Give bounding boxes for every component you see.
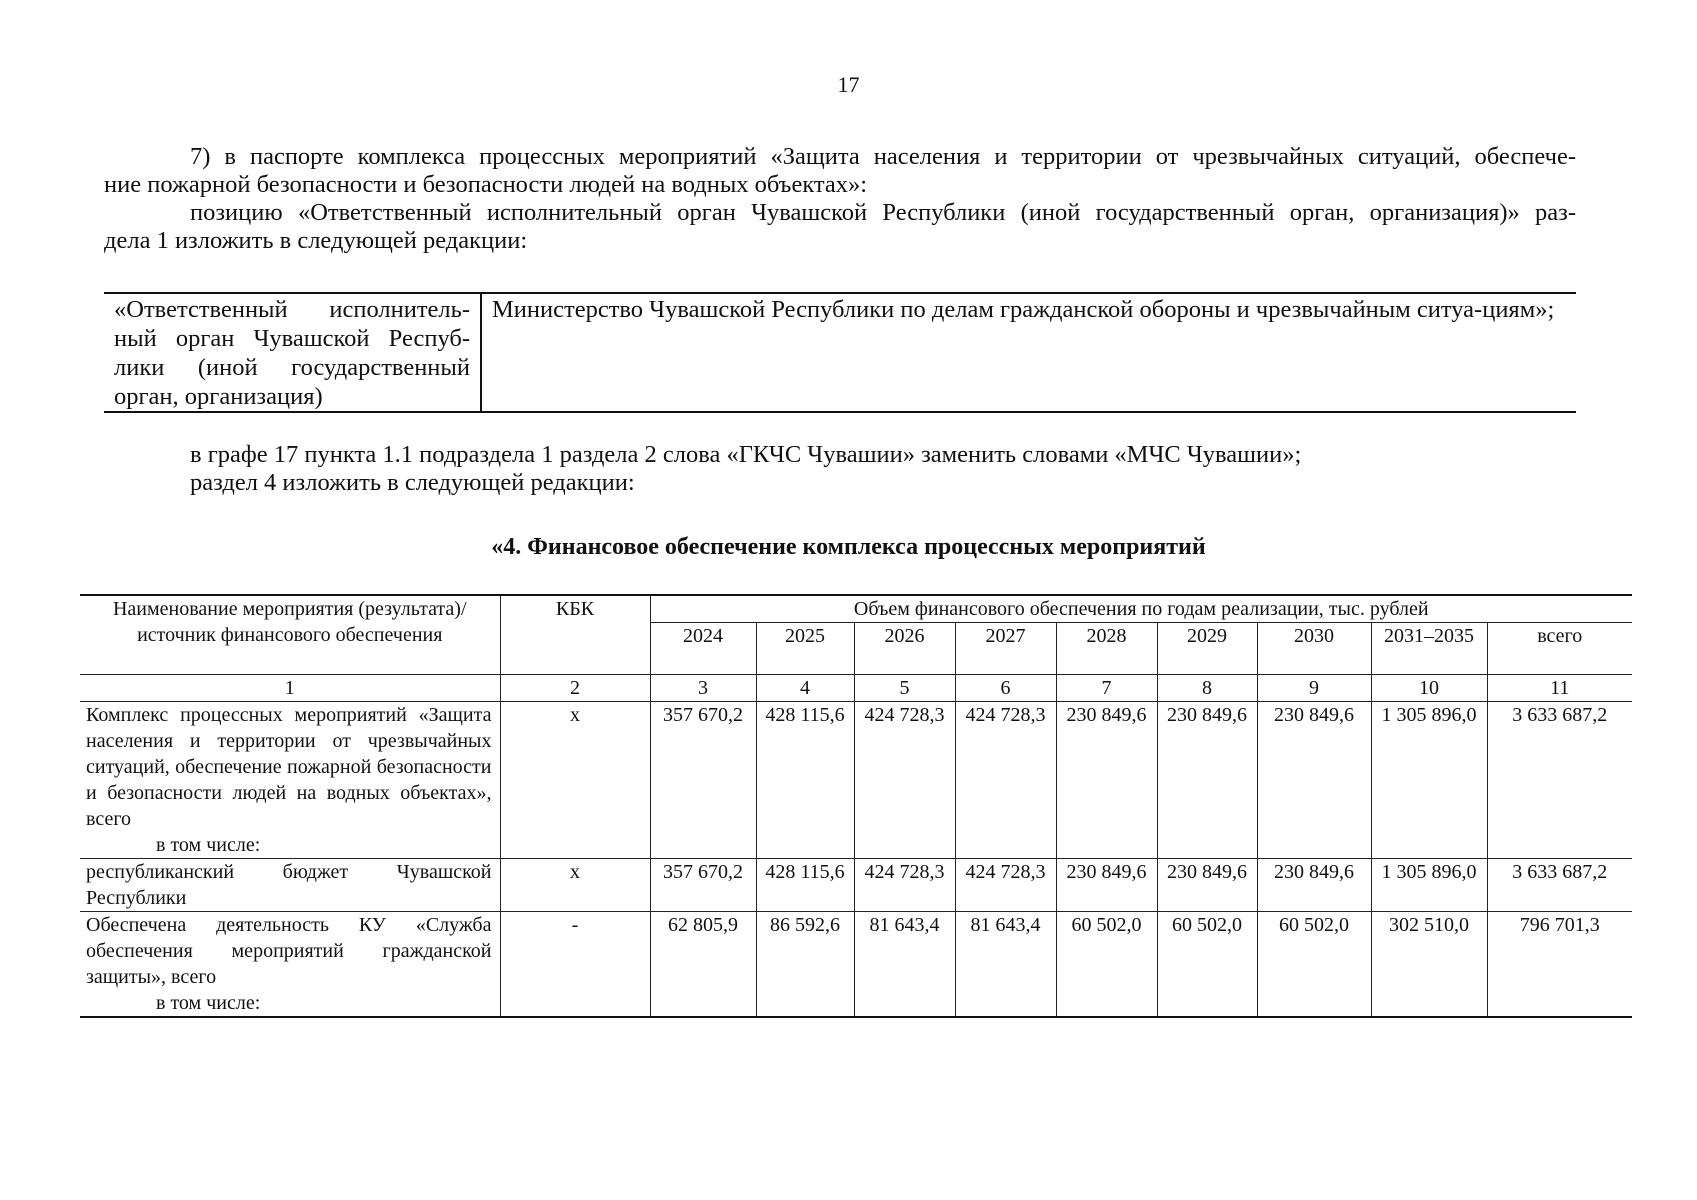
value-2026: 424 728,3: [854, 702, 955, 859]
value-2024: 357 670,2: [650, 859, 756, 912]
header-kbk: КБК: [500, 595, 650, 675]
row-kbk: x: [500, 859, 650, 912]
table-row: [80, 702, 1632, 859]
amendment-7-line1: 7) в паспорте комплекса процессных мероприятий «Защита населения и территории от чрезвычайных ситуаций, обеспече-: [190, 143, 1576, 170]
row-name-cell: [80, 912, 500, 1018]
table-row: [80, 912, 1632, 1018]
header-name: Наименование мероприятия (результата)/источник финансового обеспечения: [80, 595, 500, 675]
col-number: 10: [1371, 675, 1487, 702]
position-instruction-line2: дела 1 изложить в следующей редакции:: [104, 227, 528, 254]
year-2031-2035: 2031–2035: [1371, 623, 1487, 675]
year-2027: 2027: [955, 623, 1056, 675]
value-total: 796 701,3: [1487, 912, 1632, 1018]
value-2029: 60 502,0: [1157, 912, 1257, 1018]
value-2030: 230 849,6: [1257, 702, 1371, 859]
row-sub-label: в том числе:: [156, 834, 261, 856]
row-sub-label: в том числе:: [156, 992, 261, 1014]
value-2027: 424 728,3: [955, 859, 1056, 912]
value-2030: 60 502,0: [1257, 912, 1371, 1018]
value-2025: 428 115,6: [756, 702, 854, 859]
value-2030: 230 849,6: [1257, 859, 1371, 912]
value-2024: 357 670,2: [650, 702, 756, 859]
year-2028: 2028: [1056, 623, 1157, 675]
row-name: республиканский бюджет Чувашской Республики: [86, 861, 492, 909]
value-total: 3 633 687,2: [1487, 859, 1632, 912]
header-row: [80, 595, 1632, 623]
position-label: «Ответственный исполнитель-ный орган Чувашской Респуб-лики (иной государственный орган, организация): [104, 293, 481, 412]
value-2028: 230 849,6: [1056, 859, 1157, 912]
header-volume: Объем финансового обеспечения по годам реализации, тыс. рублей: [650, 595, 1632, 623]
col-number: 3: [650, 675, 756, 702]
year-2030: 2030: [1257, 623, 1371, 675]
position-instruction-line1: позицию «Ответственный исполнительный орган Чувашской Республики (иной государственный орган, организация)» раз-: [190, 199, 1576, 226]
value-2025: 86 592,6: [756, 912, 854, 1018]
value-2031-2035: 1 305 896,0: [1371, 702, 1487, 859]
value-2026: 424 728,3: [854, 859, 955, 912]
year-2024: 2024: [650, 623, 756, 675]
responsible-body-table: [104, 292, 1576, 413]
row-kbk: -: [500, 912, 650, 1018]
value-2025: 428 115,6: [756, 859, 854, 912]
row-name: Комплекс процессных мероприятий «Защита населения и территории от чрезвычайных ситуаций, обеспечение пожарной безопасности и безопасности людей на водных объектах», всего: [86, 704, 492, 830]
col-number: 6: [955, 675, 1056, 702]
section-heading: «4. Финансовое обеспечение комплекса процессных мероприятий: [491, 534, 1206, 560]
row-name-cell: [80, 859, 500, 912]
value-2031-2035: 1 305 896,0: [1371, 859, 1487, 912]
year-2029: 2029: [1157, 623, 1257, 675]
year-2026: 2026: [854, 623, 955, 675]
col-number: 7: [1056, 675, 1157, 702]
table-row: [80, 859, 1632, 912]
value-2029: 230 849,6: [1157, 702, 1257, 859]
amendment-7-line2: ние пожарной безопасности и безопасности людей на водных объектах»:: [104, 171, 868, 198]
row-name-cell: [80, 702, 500, 859]
col-number: 8: [1157, 675, 1257, 702]
col-number: 1: [80, 675, 500, 702]
table-row: [104, 293, 1576, 412]
value-2027: 81 643,4: [955, 912, 1056, 1018]
value-total: 3 633 687,2: [1487, 702, 1632, 859]
value-2024: 62 805,9: [650, 912, 756, 1018]
col-number: 5: [854, 675, 955, 702]
intro-block: [104, 143, 1576, 255]
year-total: всего: [1487, 623, 1632, 675]
col-number: 9: [1257, 675, 1371, 702]
mid-block: [104, 441, 1576, 497]
column-numbers-row: [80, 675, 1632, 702]
row-name: Обеспечена деятельность КУ «Служба обеспечения мероприятий гражданской защиты», всего: [86, 914, 492, 988]
finance-table: [80, 594, 1632, 1018]
col-number: 4: [756, 675, 854, 702]
row-kbk: x: [500, 702, 650, 859]
value-2028: 230 849,6: [1056, 702, 1157, 859]
value-2027: 424 728,3: [955, 702, 1056, 859]
col-number: 11: [1487, 675, 1632, 702]
value-2026: 81 643,4: [854, 912, 955, 1018]
page-number: 17: [837, 72, 860, 97]
section4-instruction: раздел 4 изложить в следующей редакции:: [190, 469, 635, 496]
col-number: 2: [500, 675, 650, 702]
position-value: Министерство Чувашской Республики по делам гражданской обороны и чрезвычайным ситуа-циям»;: [492, 296, 1555, 323]
value-2029: 230 849,6: [1157, 859, 1257, 912]
value-2031-2035: 302 510,0: [1371, 912, 1487, 1018]
replacement-instruction: в графе 17 пункта 1.1 подраздела 1 раздела 2 слова «ГКЧС Чувашии» заменить словами «МЧС Чувашии»;: [190, 441, 1302, 468]
value-2028: 60 502,0: [1056, 912, 1157, 1018]
year-2025: 2025: [756, 623, 854, 675]
